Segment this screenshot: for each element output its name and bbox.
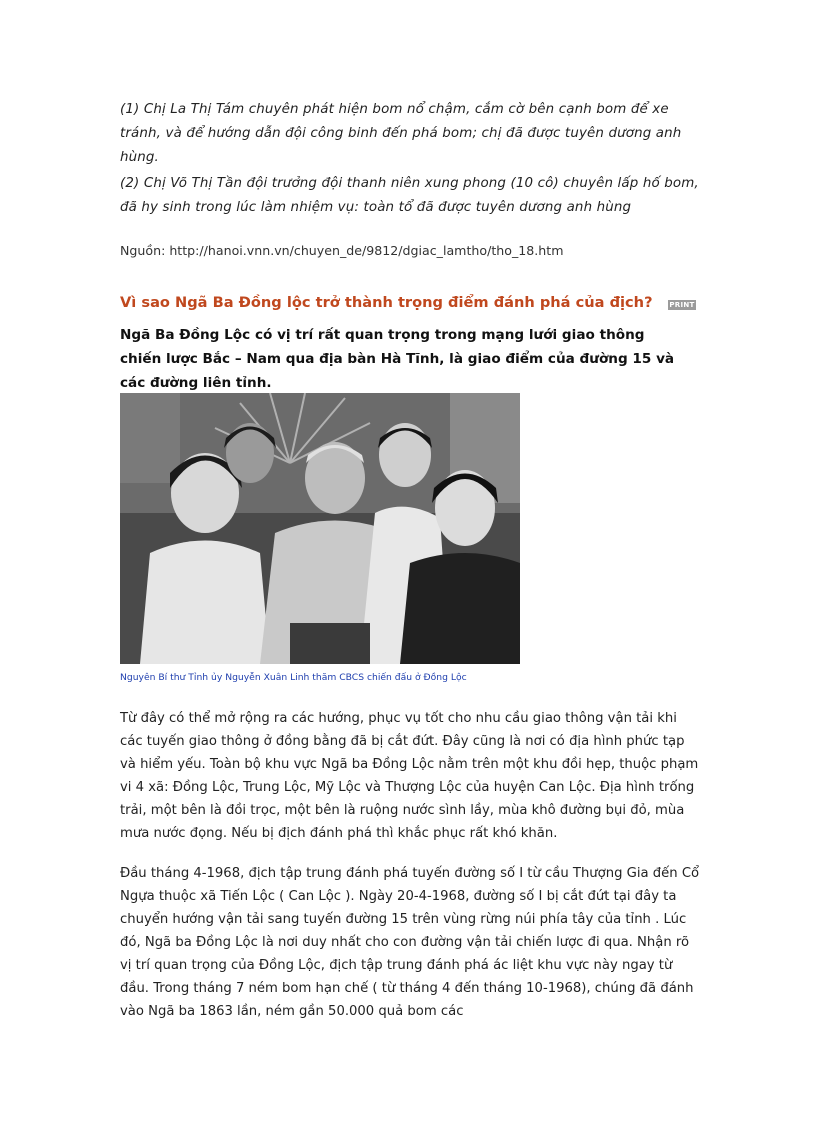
footnote-1: (1) Chị La Thị Tám chuyên phát hiện bom nổ chậm, cắm cờ bên cạnh bom để xe tránh, và để hướng dẫn đội công binh đến phá bom; chị đã được tuyên dương anh hùng.	[120, 102, 682, 165]
group-photo-image	[120, 393, 520, 664]
print-button[interactable]: PRINT	[669, 301, 695, 309]
article-paragraph-1: Từ đây có thể mở rộng ra các hướng, phục vụ tốt cho nhu cầu giao thông vận tải khi các tuyến giao thông ở đồng bằng đã bị cắt đứt. Đây cũng là nơi có địa hình phức tạp và hiểm yếu. Toàn bộ khu vực Ngã ba Đồng Lộc nằm trên một khu đồi hẹp, thuộc phạm vi 4 xã: Đồng Lộc, Trung Lộc, Mỹ Lộc và Thượng Lộc của huyện Can Lộc. Địa hình trống trải, một bên là đồi trọc, một bên là ruộng nước sình lầy, mùa khô đường bụi đỏ, mùa mưa nước đọng. Nếu bị địch đánh phá thì khắc phục rất khó khăn.	[120, 711, 699, 841]
article-paragraph-2: Đầu tháng 4-1968, địch tập trung đánh phá tuyến đường số I từ cầu Thượng Gia đến Cổ Ngựa thuộc xã Tiến Lộc ( Can Lộc ). Ngày 20-4-1968, đường số I bị cắt đứt tại đây ta chuyển hướng vận tải sang tuyến đường 15 trên vùng rừng núi phía tây của tỉnh . Lúc đó, Ngã ba Đồng Lộc là nơi duy nhất cho con đường vận tải chiến lược đi qua. Nhận rõ vị trí quan trọng của Đồng Lộc, địch tập trung đánh phá ác liệt khu vực này ngay từ đầu. Trong tháng 7 ném bom hạn chế ( từ tháng 4 đến tháng 10-1968), chúng đã đánh vào Ngã ba 1863 lần, ném gần 50.000 quả bom các	[120, 866, 700, 1019]
photo-caption: Nguyên Bí thư Tỉnh ủy Nguyễn Xuân Linh thăm CBCS chiến đấu ở Đồng Lộc	[120, 672, 467, 683]
group-photo	[120, 393, 520, 664]
article-title: Vì sao Ngã Ba Đồng lộc trở thành trọng điểm đánh phá của địch?	[120, 294, 653, 311]
source-link[interactable]: Nguồn: http://hanoi.vnn.vn/chuyen_de/9812/dgiac_lamtho/tho_18.htm	[120, 243, 564, 258]
footnote-2: (2) Chị Võ Thị Tần đội trưởng đội thanh niên xung phong (10 cô) chuyên lấp hố bom, đã hy sinh trong lúc làm nhiệm vụ: toàn tổ đã được tuyên dương anh hùng	[120, 176, 699, 215]
article-lead: Ngã Ba Đồng Lộc có vị trí rất quan trọng trong mạng lưới giao thông chiến lược Bắc – Nam qua địa bàn Hà Tĩnh, là giao điểm của đường 15 và các đường liên tỉnh.	[120, 327, 675, 391]
